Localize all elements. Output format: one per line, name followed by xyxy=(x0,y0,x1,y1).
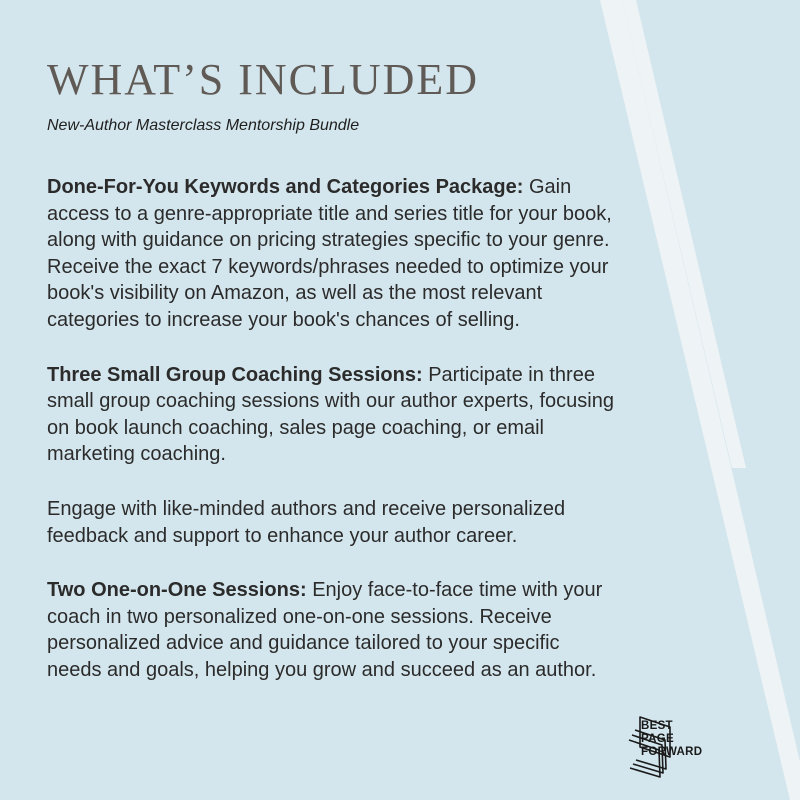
brand-logo xyxy=(626,713,756,783)
section-text: Enjoy face-to-face time with your coach in two personalized one-on-one sessions. Receive personalized advice and guidance tailored to your specific needs and goals, helping you grow and succeed as an author. xyxy=(47,579,603,681)
logo-wordmark xyxy=(641,720,702,759)
section-heading: Done-For-You Keywords and Categories Package: xyxy=(47,176,524,198)
stripe-short xyxy=(622,0,746,468)
section-text: Participate in three small group coaching sessions with our author experts, focusing on book launch coaching, sales page coaching, or email marketing coaching. xyxy=(47,363,614,466)
content-body xyxy=(47,174,617,712)
section-heading: Two One-on-One Sessions: xyxy=(47,579,307,602)
stripe-long xyxy=(600,0,800,800)
page-title: WHAT’S INCLUDED xyxy=(47,55,480,104)
section-group-coaching xyxy=(47,362,617,468)
logo-word: BEST xyxy=(641,720,673,732)
section-text: Gain access to a genre-appropriate title and series title for your book, along with guidance on pricing strategies specific to your genre. Receive the exact 7 keywords/phrases needed to optimize your book's visibility on Amazon, as well as the most relevant categories to increase your book's chances of selling. xyxy=(47,176,612,331)
section-text: Engage with like-minded authors and receive personalized feedback and support to enhance your author career. xyxy=(47,497,566,547)
page-subtitle: New-Author Masterclass Mentorship Bundle xyxy=(47,117,360,134)
section-one-on-one xyxy=(47,577,617,683)
section-keywords xyxy=(47,174,617,334)
section-heading: Three Small Group Coaching Sessions: xyxy=(47,363,423,386)
logo-word: PAGE xyxy=(641,733,674,745)
section-engage xyxy=(47,496,617,549)
logo-word: FORWARD xyxy=(641,746,703,758)
